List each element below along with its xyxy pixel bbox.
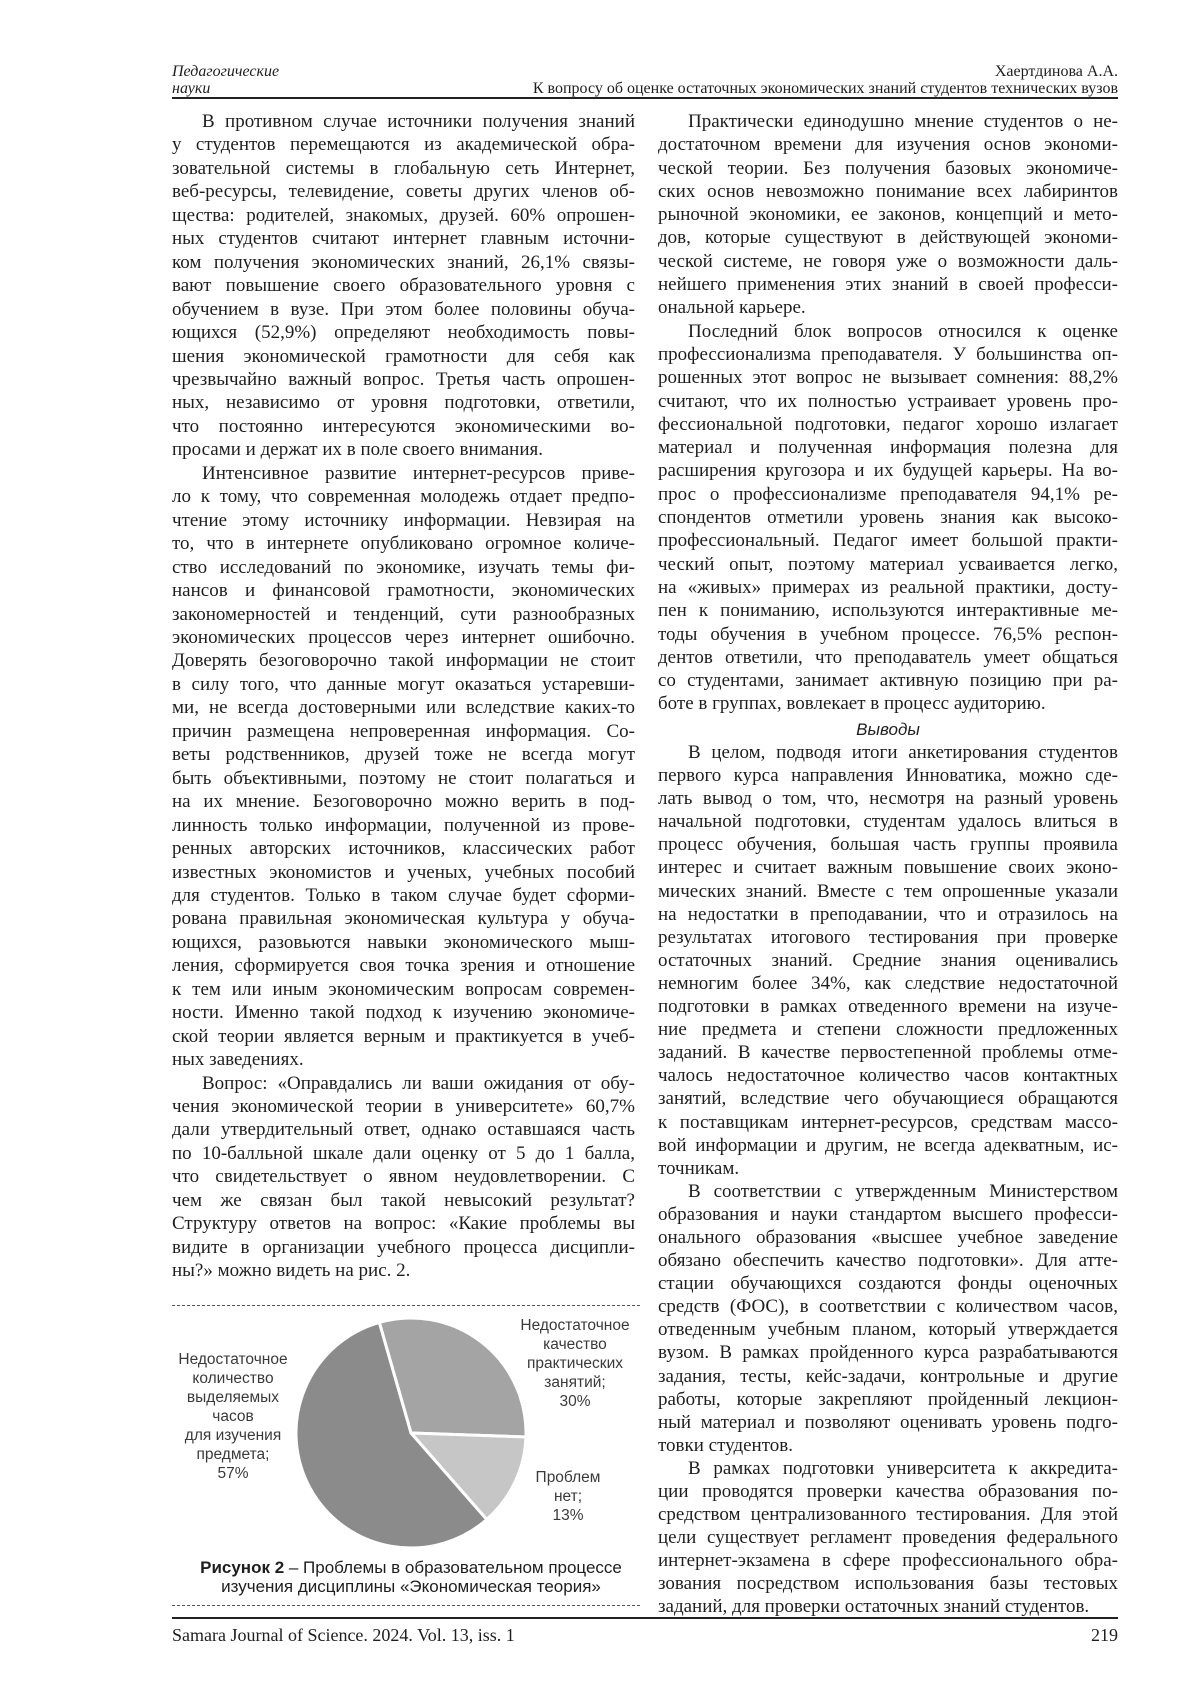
text-line: ние предмета и степени сложности предложенных [658, 1019, 1118, 1041]
text-line: нейшего применения этих знаний в своей професси- [658, 274, 1118, 296]
text-line: интернет-экзамена в сфере профессионального обра- [658, 1550, 1118, 1572]
text-line: закономерностей и тенденций, сути разнообразных [172, 603, 635, 625]
pie-label-line: предмета; [196, 1446, 270, 1463]
text-line: просами и держат их в поле своего внимания. [172, 439, 544, 461]
pie-label-line: Недостаточное [178, 1351, 288, 1368]
text-line: чтение этому источнику информации. Невзирая на [172, 509, 635, 531]
text-line: зовательной системы в глобальную сеть Интернет, [172, 157, 635, 179]
text-line: к тем или иным экономическим вопросам современ- [172, 978, 635, 1000]
text-line: ческой теории. Без получения базовых экономиче- [658, 157, 1118, 179]
text-line: мических знаний. Вместе с тем опрошенные указали [658, 880, 1118, 902]
text-line: веб-ресурсы, телевидение, советы других членов об- [172, 181, 635, 203]
text-line: боте в группах, вовлекает в процесс аудиторию. [658, 693, 1046, 715]
text-line: задания, тесты, кейс-задачи, контрольные и другие [658, 1365, 1118, 1387]
text-line: ло к тому, что современная молодежь отдает предпо- [172, 486, 635, 508]
text-line: расширения кругозора и их будущей карьеры. На во- [658, 460, 1118, 482]
text-line: профессиональный. Педагог имеет большой практи- [658, 530, 1118, 552]
text-line: Практически единодушно мнение студентов о не- [688, 111, 1118, 132]
header-article-title: К вопросу об оценке остаточных экономических знаний студентов технических вузов [532, 80, 1118, 97]
text-line: шения экономической грамотности для себя как [172, 345, 635, 367]
text-line: ный материал и позволяют оценивать уровень подго- [658, 1411, 1118, 1433]
text-line: ональной карьере. [658, 297, 806, 319]
text-line: считают, что их полностью устраивает уровень про- [658, 390, 1118, 412]
header-author: Хаертдинова А.А. [994, 63, 1118, 80]
pie-label-line: занятий; [544, 1374, 606, 1391]
text-line: В целом, подводя итоги анкетирования студентов [688, 742, 1118, 763]
text-line: чения экономической теории в университете» 60,7% [172, 1096, 635, 1118]
text-line: ми, не всегда достоверными или вследствие каких-то [172, 697, 635, 719]
figure-bottom-divider [172, 1605, 640, 1606]
figure-caption-line2: изучения дисциплины «Экономическая теория» [221, 1577, 601, 1596]
text-line: Доверять безоговорочно такой информации не стоит [172, 650, 635, 672]
text-line: Вопрос: «Оправдались ли ваши ожидания от обу- [202, 1072, 635, 1094]
text-line: со студентами, занимает активную позицию при ра- [658, 670, 1118, 692]
pie-label-line: количество [192, 1370, 274, 1387]
text-line: лать вывод о том, что, несмотря на разный уровень [658, 788, 1118, 810]
figure-caption-label: Рисунок 2 [200, 1558, 285, 1577]
header-section-line2: науки [172, 80, 211, 97]
text-line: ком получения экономических знаний, 26,1% связы- [172, 251, 635, 273]
text-line: на их мнение. Безоговорочно можно верить в под- [172, 791, 635, 813]
header-section-line1: Педагогические [172, 63, 280, 80]
text-line: дов, которые существуют в действующей экономи- [658, 227, 1118, 249]
text-line: рована правильная экономическая культура у обуча- [172, 908, 635, 930]
text-line: причин размещена непроверенная информация. Со- [172, 720, 635, 742]
text-line: для студентов. Только в таком случае будет сформи- [172, 884, 635, 906]
text-line: заданий, для проверки остаточных знаний студентов. [658, 1596, 1090, 1618]
footer-rule [172, 1617, 1118, 1619]
text-line: ских основ невозможно понимание всех лабиринтов [658, 180, 1118, 202]
text-line: фессиональной подготовки, педагог хорошо излагает [658, 413, 1118, 435]
text-line: видите в организации учебного процесса дисципли- [172, 1236, 635, 1258]
text-line: результатах итогового тестирования при проверке [658, 926, 1118, 948]
text-line: чем же связан был такой невысокий результат? [172, 1189, 635, 1211]
pie-label-hours [152, 1350, 314, 1483]
text-line: Последний блок вопросов относился к оценке [688, 320, 1118, 342]
text-line: ных студентов считают интернет главным источни- [172, 228, 635, 250]
text-line: товки студентов. [658, 1434, 794, 1456]
text-line: работы, которые закрепляют пройденный лекцион- [658, 1388, 1118, 1410]
text-line: В противном случае источники получения знаний [202, 111, 635, 132]
text-line: дентов ответили, что преподаватель умеет общаться [658, 646, 1118, 668]
footer-page-number: 219 [1091, 1625, 1118, 1645]
text-line: ных заведениях. [172, 1049, 304, 1071]
text-line: ления, сформируется своя точка зрения и отношение [172, 955, 635, 977]
text-line: Интенсивное развитие интернет-ресурсов приве- [202, 462, 635, 484]
text-line: прос о профессионализме преподавателя 94,1% ре- [658, 483, 1118, 505]
text-line: нансов и финансовой грамотности, экономических [172, 580, 635, 602]
text-line: известных экономистов и ученых, учебных пособий [172, 861, 635, 883]
text-line: спондентов отметили уровень знания как высоко- [658, 507, 1118, 529]
text-line: Структуру ответов на вопрос: «Какие проблемы вы [172, 1213, 635, 1235]
text-line: на «живых» примерах из реальной практики, досту- [658, 576, 1118, 598]
text-line: образования и науки стандартом высшего професси- [658, 1203, 1118, 1225]
text-line: процесс обучения, большая часть группы проявила [658, 834, 1118, 856]
text-line: ской теории является верным и практикуется в учеб- [172, 1025, 635, 1047]
figure-caption-text: – Проблемы в образовательном процессе [284, 1558, 622, 1577]
text-line: веты родственников, друзей тоже не всегда могут [172, 744, 635, 766]
text-line: ности. Именно такой подход к изучению экономиче- [172, 1002, 635, 1024]
text-line: В рамках подготовки университета к аккредита- [688, 1457, 1118, 1479]
pie-label-line: для изучения [184, 1427, 282, 1444]
text-line: обязано обеспечить качество подготовки». Для атте- [658, 1250, 1118, 1272]
text-line: заданий. В качестве первостепенной проблемы отме- [658, 1042, 1118, 1064]
text-line: вузом. В рамках пройденного курса разрабатываются [658, 1342, 1118, 1364]
pie-label-line: 13% [552, 1507, 584, 1524]
text-line: на недостатки в преподавании, что и отразилось на [658, 903, 1118, 925]
text-line: начальной подготовки, студентам удалось влиться в [658, 811, 1118, 833]
text-line: что свидетельствует о явном неудовлетворении. С [172, 1166, 635, 1188]
text-line: интерес и считает важным повышение своих эконо- [658, 857, 1118, 879]
text-line: рыночной экономики, ее законов, концепций и мето- [658, 204, 1118, 226]
pie-label-no-problems [528, 1468, 608, 1525]
text-line: линность только информации, полученной из прове- [172, 814, 635, 836]
text-line: В соответствии с утвержденным Министерством [688, 1180, 1118, 1202]
text-line: достаточном времени для изучения основ экономи- [658, 134, 1118, 156]
text-line: что постоянно интересуются экономическими во- [172, 415, 635, 437]
text-line: быть объективными, поэтому не стоит полагаться и [172, 767, 635, 789]
figure-caption [172, 1558, 650, 1596]
text-line: обучением в вузе. При этом более половины обуча- [172, 298, 635, 320]
text-line: ных, независимо от уровня подготовки, ответили, [172, 392, 635, 414]
text-line: дали утвердительный ответ, однако оставшаяся часть [172, 1119, 635, 1141]
text-line: вают повышение своего образовательного уровня с [172, 275, 635, 297]
text-line: первого курса направления Инноватика, можно сде- [658, 765, 1118, 787]
pie-label-practice [510, 1316, 640, 1411]
text-line: цели существует регламент проведения федерального [658, 1527, 1118, 1549]
text-line: зования посредством использования базы тестовых [658, 1573, 1118, 1595]
text-line: экономических процессов через интернет ошибочно. [172, 626, 635, 648]
pie-label-line: Недостаточное [520, 1317, 630, 1334]
text-line: пен к пониманию, используются интерактивные ме- [658, 600, 1118, 622]
text-line: ющихся, разовьются навыки экономического мыш- [172, 931, 635, 953]
pie-label-line: практических [527, 1355, 623, 1372]
section-title-conclusions: Выводы [856, 720, 920, 739]
text-line: к поставщикам интернет-ресурсов, средствам массо- [658, 1111, 1118, 1133]
pie-label-line: выделяемых [186, 1389, 280, 1406]
text-line: чрезвычайно важный вопрос. Третья часть опрошен- [172, 368, 635, 390]
text-line: ющихся (52,9%) определяют необходимость повы- [172, 322, 635, 344]
pie-label-line: нет; [553, 1488, 583, 1505]
text-line: ческий опыт, поэтому материал усваивается легко, [658, 553, 1118, 575]
pie-label-line: качество [543, 1336, 607, 1353]
text-line: немногим более 34%, как следствие недостаточной [658, 972, 1118, 994]
text-line: щества: родителей, знакомых, друзей. 60% опрошен- [172, 204, 635, 226]
text-line: профессионализма преподавателя. У большинства оп- [658, 343, 1118, 365]
pie-label-line: 30% [559, 1393, 591, 1410]
text-line: вой информации и другим, не всегда адекватным, ис- [658, 1134, 1118, 1156]
text-line: ческой системе, не говоря уже о возможности даль- [658, 250, 1118, 272]
text-line: занятий, вследствие чего обучающиеся обращаются [658, 1088, 1118, 1110]
pie-label-line: 57% [217, 1465, 249, 1482]
footer-journal: Samara Journal of Science. 2024. Vol. 13, iss. 1 [172, 1625, 515, 1645]
text-line: точникам. [658, 1157, 740, 1179]
text-line: материал и полученная информация полезна для [658, 437, 1118, 459]
text-line: средств (ФОС), в соответствии с количеством часов, [658, 1296, 1118, 1318]
pie-label-line: Проблем [535, 1469, 601, 1486]
text-line: средством централизованного тестирования. Для этой [658, 1504, 1118, 1526]
text-line: тоды обучения в учебном процессе. 76,5% респон- [658, 623, 1118, 645]
text-line: остаточных знаний. Средние знания оценивались [658, 949, 1118, 971]
text-line: чалось недостаточное количество часов контактных [658, 1065, 1118, 1087]
text-line: по 10-балльной шкале дали оценку от 5 до 1 балла, [172, 1142, 635, 1164]
text-line: подготовки в рамках отведенного времени на изуче- [658, 996, 1118, 1018]
text-line: стации обучающихся создаются фонды оценочных [658, 1273, 1118, 1295]
text-line: в силу того, что данные могут оказаться устаревши- [172, 673, 635, 695]
pie-label-line: часов [212, 1408, 254, 1425]
text-line: то, что в интернете опубликовано огромное количе- [172, 533, 635, 555]
text-line: ны?» можно видеть на рис. 2. [172, 1260, 411, 1282]
text-line: ции проводятся проверки качества образования по- [658, 1481, 1118, 1502]
text-line: у студентов перемещаются из академической обра- [172, 134, 635, 156]
text-line: ренных авторских источников, классических работ [172, 838, 635, 860]
text-line: рошенных этот вопрос не вызывает сомнения: 88,2% [658, 367, 1118, 389]
text-line: отведенным учебным планом, который утверждается [658, 1319, 1118, 1341]
text-line: ство исследований по экономике, изучать темы фи- [172, 556, 635, 578]
text-line: онального образования «высшее учебное заведение [658, 1226, 1118, 1248]
